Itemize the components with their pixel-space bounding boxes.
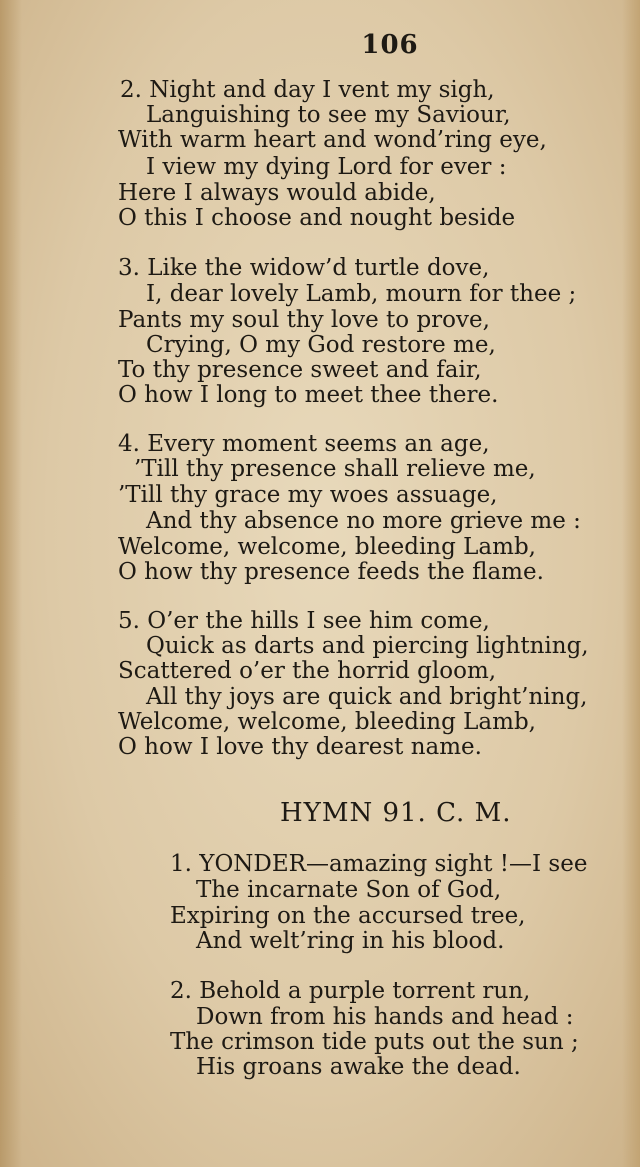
verse-line: All thy joys are quick and bright’ning, <box>146 684 588 710</box>
verse-line: I view my dying Lord for ever : <box>146 154 507 180</box>
verse-line: O how I love thy dearest name. <box>118 734 482 760</box>
verse-line: O this I choose and nought beside <box>118 205 516 231</box>
verse-line: To thy presence sweet and fair, <box>118 357 482 383</box>
verse-line: Down from his hands and head : <box>196 1004 574 1030</box>
verse-line: Welcome, welcome, bleeding Lamb, <box>118 534 536 560</box>
page-edge-right <box>622 0 640 1167</box>
verse-line: Pants my soul thy love to prove, <box>118 307 490 333</box>
verse-line: Scattered o’er the horrid gloom, <box>118 658 497 684</box>
verse-line: 2. Night and day I vent my sigh, <box>120 77 495 103</box>
verse-line: The incarnate Son of God, <box>196 877 502 903</box>
verse-line: 2. Behold a purple torrent run, <box>170 978 531 1004</box>
verse-line: ’Till thy presence shall relieve me, <box>134 456 536 482</box>
verse-line: O how I long to meet thee there. <box>118 382 499 408</box>
verse-line: ’Till thy grace my woes assuage, <box>118 482 498 508</box>
verse-line: The crimson tide puts out the sun ; <box>170 1029 579 1055</box>
verse-line: 4. Every moment seems an age, <box>118 431 490 457</box>
verse-line: O how thy presence feeds the flame. <box>118 559 544 585</box>
verse-line: 3. Like the widow’d turtle dove, <box>118 255 490 281</box>
hymn-heading: HYMN 91. C. M. <box>280 798 512 828</box>
verse-line: I, dear lovely Lamb, mourn for thee ; <box>146 281 577 307</box>
verse-line: And thy absence no more grieve me : <box>146 508 581 534</box>
verse-line: Languishing to see my Saviour, <box>146 102 511 128</box>
page-edge-left <box>0 0 22 1167</box>
verse-line: His groans awake the dead. <box>196 1054 521 1080</box>
verse-line: Crying, O my God restore me, <box>146 332 496 358</box>
verse-line: With warm heart and wond’ring eye, <box>118 127 547 153</box>
page-number: 106 <box>361 30 419 60</box>
verse-line: 5. O’er the hills I see him come, <box>118 608 490 634</box>
verse-line: Quick as darts and piercing lightning, <box>146 633 589 659</box>
verse-line: 1. YONDER—amazing sight !—I see <box>170 851 588 877</box>
verse-line: Expiring on the accursed tree, <box>170 903 526 929</box>
verse-line: And welt’ring in his blood. <box>196 928 505 954</box>
verse-line: Welcome, welcome, bleeding Lamb, <box>118 709 536 735</box>
verse-line: Here I always would abide, <box>118 180 436 206</box>
